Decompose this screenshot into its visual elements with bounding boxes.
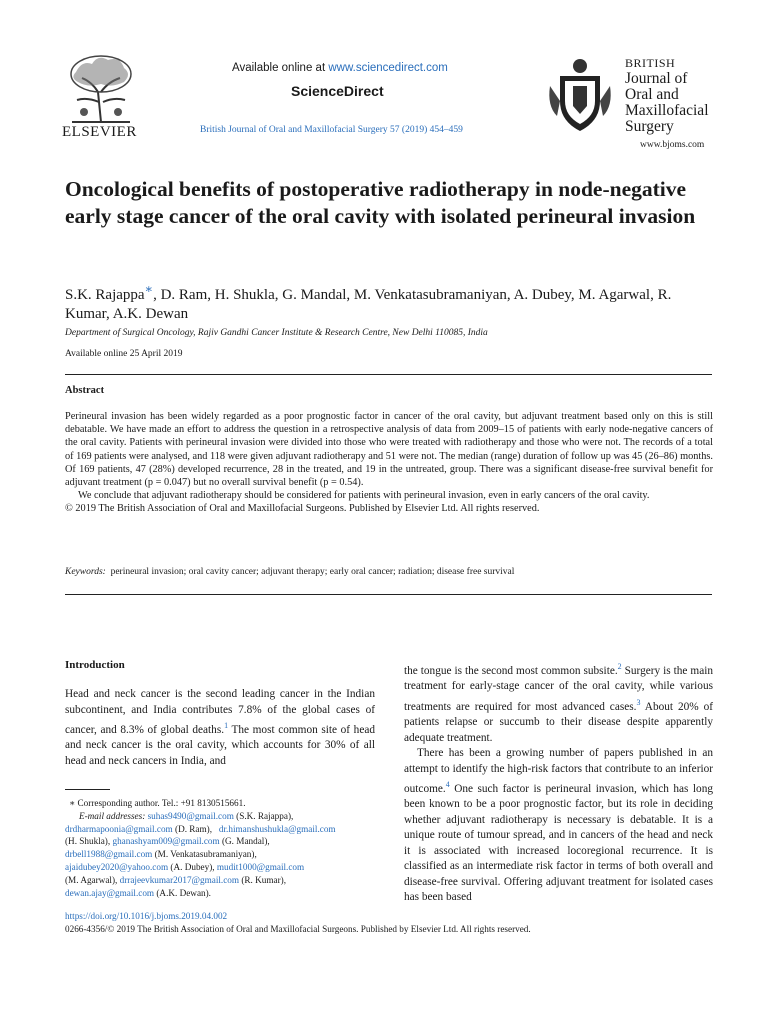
footnote <box>65 797 377 899</box>
ref-1-link[interactable]: 1 <box>224 721 229 730</box>
divider-top <box>65 374 712 375</box>
available-date: Available online 25 April 2019 <box>65 349 183 359</box>
available-prefix: Available online at <box>232 62 329 74</box>
intro-paragraph-1-cont: the tongue is the second most common subsite.$^2$ Surgery is the main treatment for early-stage cancer of the oral cavity, while various treatments are required for most advanced cases.$^3$ About 20% of patients relapse or succumb to their disease despite apparently adequate treatment. <box>404 662 713 744</box>
email-link[interactable]: ghanashyam009@gmail.com <box>112 836 220 847</box>
abstract-p2: We conclude that adjuvant radiotherapy should be considered for patients with perineural invasion, even in early cancers of the oral cavity. <box>78 490 650 502</box>
journal-name-line5: Surgery <box>625 118 674 135</box>
email-link[interactable]: drrajeevkumar2017@gmail.com <box>119 874 240 885</box>
email-line-6: (M. Agarwal), drrajeevkumar2017@gmail.com (R. Kumar), <box>65 874 286 885</box>
first-author: S.K. Rajappa <box>65 287 145 303</box>
intro-paragraph-1: Head and neck cancer is the second leading cancer in the Indian subcontinent, and India contributes 7.8% of the global cases of cancer, and 8.3% of global deaths.$^1$ The most common site of head and neck cancer is the oral cavity, which accounts for 30% of all head and neck cancers in India, and <box>65 688 375 767</box>
footnote-divider <box>65 789 110 790</box>
keywords-list: perineural invasion; oral cavity cancer; adjuvant therapy; early oral cancer; radiation; disease free survival <box>110 567 515 577</box>
sciencedirect-link[interactable]: www.sciencedirect.com <box>328 62 448 74</box>
email-line-4: drbell1988@gmail.com (M. Venkatasubramaniyan), <box>65 849 257 860</box>
elsevier-tree-logo <box>62 52 140 126</box>
email-link[interactable]: dewan.ajay@gmail.com <box>65 887 155 898</box>
journal-name <box>625 55 735 135</box>
journal-name-line1: BRITISH <box>625 56 676 70</box>
journal-name-line4: Maxillofacial <box>625 102 709 119</box>
author-list <box>65 280 705 324</box>
publisher-name: ELSEVIER <box>62 124 137 140</box>
journal-url: www.bjoms.com <box>640 140 705 150</box>
ref-3-link[interactable]: 3 <box>636 697 641 707</box>
divider-bottom <box>65 594 712 595</box>
corresponding-author: ∗ Corresponding author. Tel.: +91 8130515661. <box>69 798 246 808</box>
introduction-heading: Introduction <box>65 659 125 671</box>
email-line-1: E-mail addresses: suhas9490@gmail.com (S.K. Rajappa), <box>79 810 294 821</box>
ref-2-link[interactable]: 2 <box>617 662 622 671</box>
email-link[interactable]: drdharmapoonia@gmail.com <box>65 823 173 834</box>
keywords-label: Keywords: <box>65 567 106 577</box>
keywords <box>65 567 713 577</box>
email-line-3: (H. Shukla), ghanashyam009@gmail.com (G. Mandal), <box>65 836 270 847</box>
available-online <box>232 62 492 74</box>
email-link[interactable]: drbell1988@gmail.com <box>65 849 153 860</box>
abstract-copyright: © 2019 The British Association of Oral and Maxillofacial Surgeons. Published by Elsevier Ltd. All rights reserved. <box>65 503 540 515</box>
copyright-line: 0266-4356/© 2019 The British Association of Oral and Maxillofacial Surgeons. Published by Elsevier Ltd. All rights reserved. <box>65 924 531 934</box>
intro-paragraph-2: There has been a growing number of papers published in an attempt to identify the high-risk factors that contribute to an inferior outcome.$^4$ One such factor is perineural invasion, which has long been known to be a poor prognostic factor, but its role in deciding whether adjuvant radiotherapy is necessary is debatable. It is a unique route of tumour spread, and in cancers of the head and neck it is associated with increased locoregional recurrence. It is classified as an intermediate risk factor in terms of both overall and disease-free survival. Offering adjuvant treatment for isolated cases has been based <box>404 747 713 904</box>
intro-left-column <box>65 687 375 769</box>
abstract-heading: Abstract <box>65 385 105 396</box>
intro-right-column <box>404 659 713 906</box>
journal-citation[interactable]: British Journal of Oral and Maxillofacial Surgery 57 (2019) 454–459 <box>200 125 463 135</box>
email-line-2: drdharmapoonia@gmail.com (D. Ram), dr.himanshushukla@gmail.com <box>65 823 336 834</box>
email-line-5: ajaidubey2020@yahoo.com (A. Dubey), mudit1000@gmail.com <box>65 861 305 872</box>
email-link[interactable]: ajaidubey2020@yahoo.com <box>65 861 169 872</box>
journal-name-line3: Oral and <box>625 86 679 103</box>
other-authors: , D. Ram, H. Shukla, G. Mandal, M. Venkatasubramaniyan, A. Dubey, M. Agarwal, R. Kumar, A.K. Dewan <box>65 287 672 322</box>
bjoms-crest-icon <box>545 56 615 136</box>
email-link[interactable]: mudit1000@gmail.com <box>216 861 305 872</box>
email-line-7: dewan.ajay@gmail.com (A.K. Dewan). <box>65 887 211 898</box>
corresponding-mark[interactable]: ∗ <box>144 282 154 296</box>
sciencedirect-logo: ScienceDirect <box>291 83 384 99</box>
abstract-body <box>65 410 713 516</box>
email-link[interactable]: dr.himanshushukla@gmail.com <box>218 823 336 834</box>
affiliation: Department of Surgical Oncology, Rajiv Gandhi Cancer Institute & Research Centre, New Delhi 110085, India <box>65 328 488 338</box>
journal-name-line2: Journal of <box>625 70 688 87</box>
abstract-p1: Perineural invasion has been widely regarded as a poor prognostic factor in cancer of the oral cavity, but adjuvant treatment based only on this is still debatable. We have made an effort to address the question in a retrospective analysis of data from 2009–15 of patients with early node-negative cancers of the oral cavity. Patients with perineural invasion were divided into those who were treated with radiotherapy and those who were not. The records of a total of 169 patients were analysed, and 118 were given adjuvant radiotherapy and 51 were not. The median (range) duration of follow up was 45 (26–86) months. Of 169 patients, 47 (28%) developed recurrence, 28 in the treated, and 19 in the untreated, group. There was a significant disease-free survival benefit for adjuvant treatment (p = 0.047) but no overall survival benefit (p = 0.54). <box>65 411 713 489</box>
article-title: Oncological benefits of postoperative radiotherapy in node-negative early stage cancer of the oral cavity with isolated perineural invasion <box>65 177 696 228</box>
ref-4-link[interactable]: 4 <box>445 780 450 790</box>
email-link[interactable]: suhas9490@gmail.com <box>147 810 234 821</box>
doi-link[interactable]: https://doi.org/10.1016/j.bjoms.2019.04.002 <box>65 911 228 921</box>
